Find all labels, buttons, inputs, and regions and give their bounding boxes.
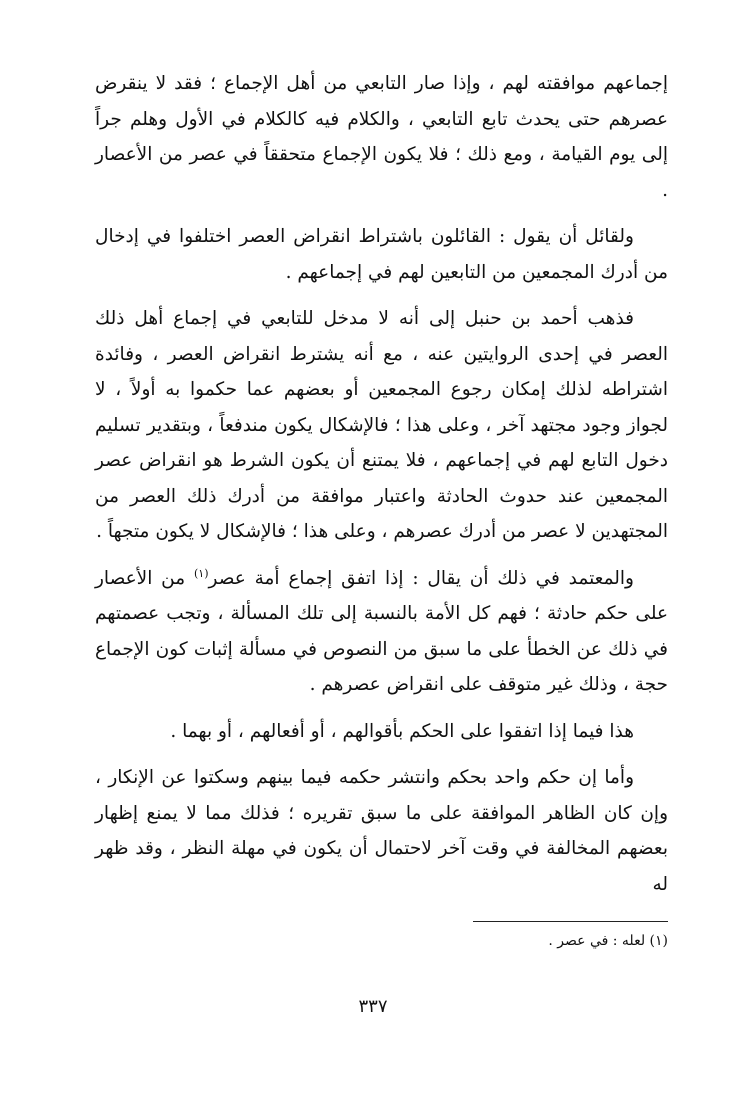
- paragraph-2: ولقائل أن يقول : القائلون باشتراط انقراض العصر اختلفوا في إدخال من أدرك المجمعين من التابعين لهم في إجماعهم .: [95, 226, 668, 283]
- paragraph-3: فذهب أحمد بن حنبل إلى أنه لا مدخل للتابعي في إجماع أهل ذلك العصر في إحدى الروايتين عنه ، مع أنه يشترط انقراض العصر ، وفائدة اشتراطه لذلك إمكان رجوع المجمعين أو بعضهم عما حكموا به أولاً ، لا لجواز وجود مجتهد آخر ، وعلى هذا ؛ فالإشكال يكون مندفعاً ، وبتقدير تسليم دخول التابع لهم في إجماعهم ، فلا يمتنع أن يكون الشرط هو انقراض عصر المجمعين عند حدوث الحادثة واعتبار موافقة من أدرك ذلك العصر من المجتهدين لا عصر من أدرك عصرهم ، وعلى هذا ؛ فالإشكال لا يكون متجهاً .: [95, 308, 668, 542]
- paragraph-4-text-after: من الأعصار على حكم حادثة ؛ فهم كل الأمة بالنسبة إلى تلك المسألة ، وتجب عصمتهم في ذلك عن الخطأ على ما سبق من النصوص في مسألة إثبات كون الإجماع حجة ، وذلك غير متوقف على انقراض عصرهم .: [95, 567, 668, 695]
- footnote: (١) لعله : في عصر .: [548, 933, 668, 949]
- footnote-reference[interactable]: (١): [193, 566, 209, 580]
- page-number: ٣٣٧: [358, 996, 388, 1017]
- paragraph-5: هذا فيما إذا اتفقوا على الحكم بأقوالهم ، أو أفعالهم ، أو بهما .: [170, 720, 634, 742]
- paragraph-4-text-before: والمعتمد في ذلك أن يقال : إذا اتفق إجماع أمة عصر: [208, 567, 634, 589]
- paragraph-6: وأما إن حكم واحد بحكم وانتشر حكمه فيما بينهم وسكتوا عن الإنكار ، وإن كان الظاهر الموافقة على ما سبق تقريره ؛ فذلك مما لا يمنع إظهار بعضهم المخالفة في وقت آخر لاحتمال أن يكون في مهلة النظر ، وقد ظهر له: [95, 767, 668, 895]
- main-text: [95, 66, 668, 902]
- paragraph-4: [95, 561, 668, 703]
- paragraph-1: إجماعهم موافقته لهم ، وإذا صار التابعي من أهل الإجماع ؛ فقد لا ينقرض عصرهم حتى يحدث تابع التابعي ، والكلام فيه كالكلام في الأول وهلم جراً إلى يوم القيامة ، ومع ذلك ؛ فلا يكون الإجماع متحققاً في عصر من الأعصار .: [95, 73, 668, 201]
- footnote-divider: [473, 921, 668, 922]
